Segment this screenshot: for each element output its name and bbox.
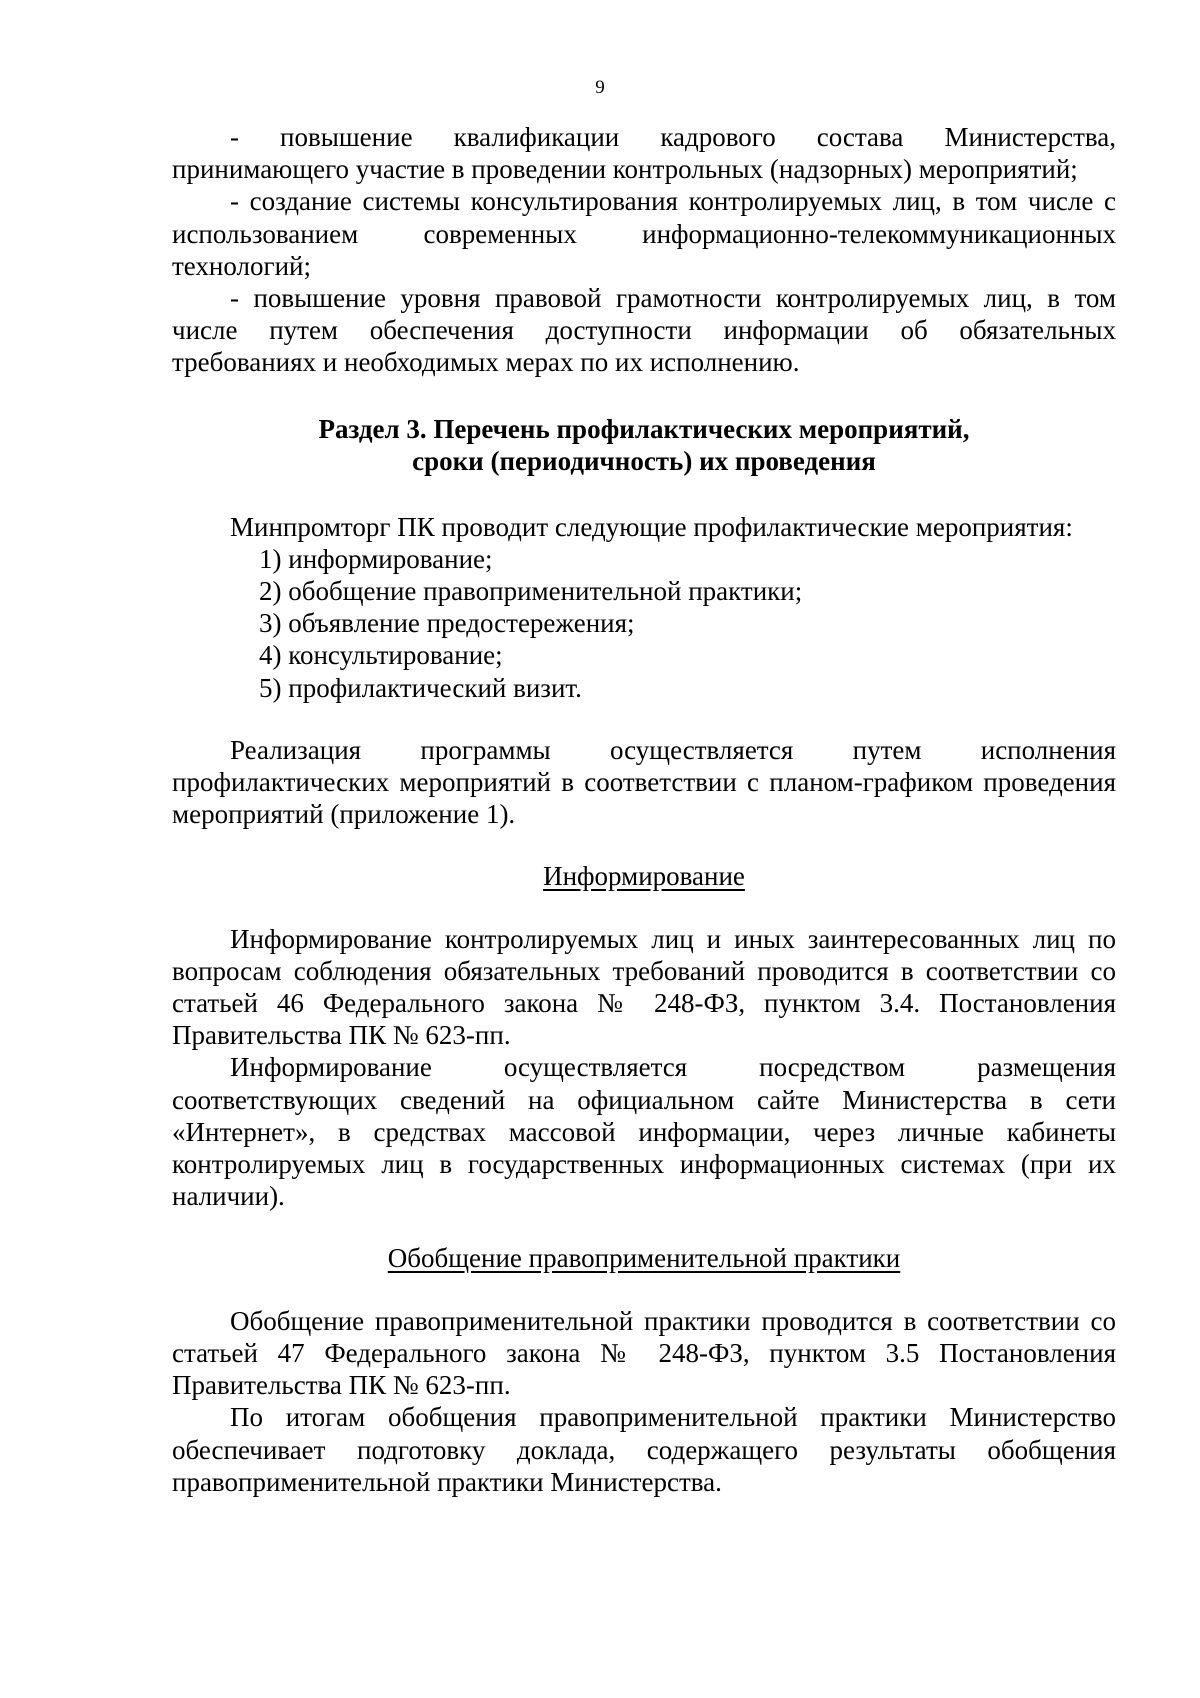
- list-item: 1) информирование;: [259, 543, 493, 574]
- generalization-paragraph-1: Обобщение правоприменительной практики проводится в соответствии со статьей 47 Федерального закона № 248-ФЗ, пунктом 3.5 Постановления Правительства ПК № 623-пп.: [172, 1305, 1116, 1401]
- informing-paragraph-2: Информирование осуществляется посредством размещения соответствующих сведений на официальном сайте Министерства в сети «Интернет», в средствах массовой информации, через личные кабинеты контролируемых лиц в государственных информационных системах (при их наличии).: [172, 1052, 1116, 1212]
- list-item: 5) профилактический визит.: [259, 672, 582, 703]
- section-lead: Минпромторг ПК проводит следующие профилактические мероприятия:: [230, 511, 1073, 542]
- page-number: 9: [595, 77, 605, 98]
- spacer: [172, 379, 1116, 413]
- section-title-line2: сроки (периодичность) их проведения: [412, 445, 876, 476]
- spacer: [172, 830, 1116, 860]
- informing-paragraph-1: Информирование контролируемых лиц и иных заинтересованных лиц по вопросам соблюдения обязательных требований проводится в соответствии со статьей 46 Федерального закона № 248-ФЗ, пунктом 3.4. Постановления Правительства ПК № 623-пп.: [172, 923, 1116, 1051]
- implementation-paragraph: Реализация программы осуществляется путем исполнения профилактических мероприятий в соответствии с планом-графиком проведения мероприятий (приложение 1).: [172, 734, 1116, 830]
- list-item: 3) объявление предостережения;: [259, 608, 635, 639]
- spacer: [172, 1275, 1116, 1305]
- section-title-line1: Раздел 3. Перечень профилактических мероприятий,: [318, 413, 970, 444]
- informing-title: Информирование: [543, 861, 745, 892]
- spacer: [172, 704, 1116, 734]
- generalization-paragraph-2: По итогам обобщения правоприменительной практики Министерство обеспечивает подготовку доклада, содержащего результаты обобщения правоприменительной практики Министерства.: [172, 1402, 1116, 1497]
- spacer: [172, 477, 1116, 511]
- spacer: [172, 893, 1116, 923]
- measures-list: [172, 543, 1116, 704]
- intro-item-consulting-system: - создание системы консультирования контролируемых лиц, в том числе с использованием современных информационно-телекоммуникационных технологий;: [172, 186, 1116, 281]
- intro-item-qualification: - повышение квалификации кадрового состава Министерства, принимающего участие в проведении контрольных (надзорных) мероприятий;: [172, 122, 1116, 185]
- intro-item-legal-literacy: - повышение уровня правовой грамотности контролируемых лиц, в том числе путем обеспечения доступности информации об обязательных требованиях и необходимых мерах по их исполнению.: [172, 283, 1116, 378]
- page-body: [172, 121, 1116, 1498]
- list-item: 4) консультирование;: [259, 640, 503, 671]
- generalization-title: Обобщение правоприменительной практики: [387, 1243, 901, 1274]
- list-item: 2) обобщение правоприменительной практики;: [259, 576, 803, 607]
- spacer: [172, 1212, 1116, 1242]
